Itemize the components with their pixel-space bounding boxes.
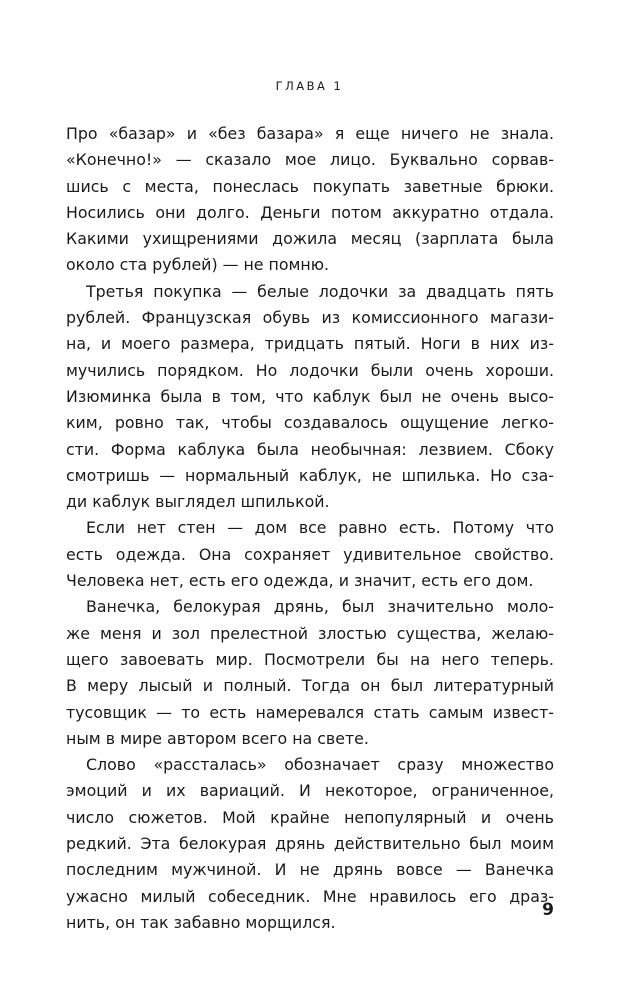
text-line: Изюминка была в том, что каблук был не очень высо- (66, 386, 554, 406)
text-line: шись с места, понеслась покупать заветные брюки. (66, 176, 554, 196)
text-line: мучились порядком. Но лодочки были очень хороши. (66, 360, 554, 380)
paragraph (66, 752, 554, 936)
text-line: тусовщик — то есть намеревался стать самым извест- (66, 702, 554, 722)
text-line: Какими ухищрениями дожила месяц (зарплата была (66, 229, 554, 249)
body-text (66, 121, 554, 936)
text-line: Третья покупка — белые лодочки за двадцать пять (86, 281, 554, 301)
text-line: смотришь — нормальный каблук, не шпилька. Но сза- (66, 465, 554, 485)
text-line: Носились они долго. Деньги потом аккуратно отдала. (66, 202, 554, 222)
paragraph (66, 594, 554, 752)
page-number: 9 (542, 900, 554, 920)
text-line: Ванечка, белокурая дрянь, был значительно моло- (86, 597, 554, 617)
text-line: ким, ровно так, чтобы создавалось ощущение легко- (66, 413, 554, 433)
text-line: около ста рублей) — не помню. (66, 255, 330, 275)
text-line: ным в мире автором всего на свете. (66, 728, 369, 748)
text-line: «Конечно!» — сказало мое лицо. Буквально сорвав- (66, 150, 554, 170)
text-line: эмоций и их вариаций. И некоторое, ограниченное, (66, 781, 554, 801)
text-line: же меня и зол прелестной злостью существа, желаю- (66, 623, 554, 643)
text-line: ди каблук выглядел шпилькой. (66, 492, 330, 512)
text-line: редкий. Эта белокурая дрянь действительно был моим (66, 834, 554, 854)
text-line: щего завоевать мир. Посмотрели бы на него теперь. (66, 649, 554, 669)
text-line: Человека нет, есть его одежда, и значит, есть его дом. (66, 571, 534, 591)
text-line: Про «базар» и «без базара» я еще ничего не знала. (66, 124, 554, 143)
text-line: число сюжетов. Мой крайне непопулярный и очень (66, 807, 554, 827)
text-line: есть одежда. Она сохраняет удивительное свойство. (66, 544, 554, 564)
text-line: сти. Форма каблука была необычная: лезвием. Сбоку (66, 439, 554, 459)
paragraph (66, 515, 554, 594)
text-line: Слово «рассталась» обозначает сразу множество (86, 755, 554, 775)
text-line: на, и моего размера, тридцать пятый. Ноги в них из- (66, 334, 554, 354)
paragraph (66, 279, 554, 516)
paragraph (66, 121, 554, 279)
text-line: последним мужчиной. И не дрянь вовсе — Ванечка (66, 860, 554, 880)
text-line: В меру лысый и полный. Тогда он был литературный (66, 676, 554, 696)
running-head: ГЛАВА 1 (275, 79, 344, 93)
text-line: рублей. Французская обувь из комиссионного магази- (66, 308, 554, 328)
text-line: Если нет стен — дом все равно есть. Потому что (86, 518, 554, 538)
text-line: ужасно милый собеседник. Мне нравилось его драз- (66, 886, 554, 906)
text-line: нить, он так забавно морщился. (66, 912, 336, 932)
